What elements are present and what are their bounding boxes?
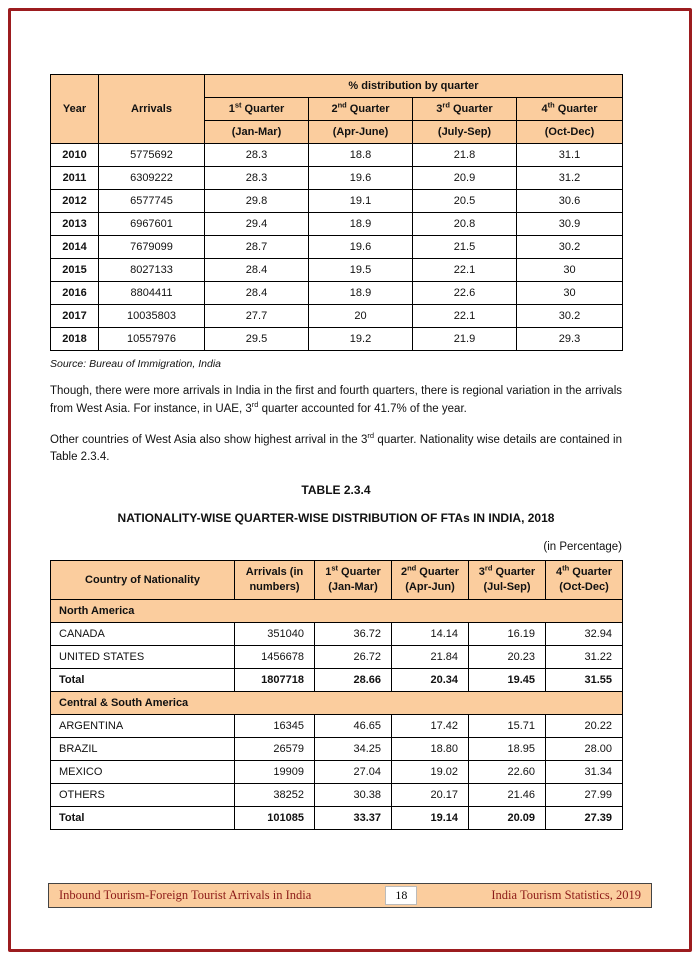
table-cell: 32.94	[546, 622, 623, 645]
col-distribution: % distribution by quarter	[205, 75, 623, 98]
table-row	[51, 190, 623, 213]
table-section-row	[51, 691, 623, 714]
col-quarter-3: 3rd Quarter	[413, 98, 517, 121]
table-cell: 27.7	[205, 305, 309, 328]
col-year: Year	[51, 75, 99, 144]
table-cell: 7679099	[99, 236, 205, 259]
table-cell: 29.5	[205, 328, 309, 351]
table-cell: 16345	[235, 714, 315, 737]
col-quarter-1: 1st Quarter (Jan-Mar)	[315, 561, 392, 600]
table-cell: 18.9	[309, 282, 413, 305]
col-quarter-4: 4th Quarter (Oct-Dec)	[546, 561, 623, 600]
table-cell: 27.39	[546, 806, 623, 829]
table-cell: 26.72	[315, 645, 392, 668]
table-cell: 28.7	[205, 236, 309, 259]
table-cell: 2015	[51, 259, 99, 282]
table-row	[51, 167, 623, 190]
table-cell: 20.09	[469, 806, 546, 829]
table-cell: 20.8	[413, 213, 517, 236]
table-row	[51, 737, 623, 760]
table-cell: ARGENTINA	[51, 714, 235, 737]
table-cell: 17.42	[392, 714, 469, 737]
table-number-heading: TABLE 2.3.4	[301, 483, 371, 498]
table-row	[51, 783, 623, 806]
col-quarter-4-months: (Oct-Dec)	[517, 121, 623, 144]
table-cell: UNITED STATES	[51, 645, 235, 668]
table-cell: 28.3	[205, 144, 309, 167]
table-cell: 28.4	[205, 259, 309, 282]
table-row	[51, 714, 623, 737]
table-cell: 18.95	[469, 737, 546, 760]
table-cell: 1456678	[235, 645, 315, 668]
table-cell: 28.66	[315, 668, 392, 691]
table-cell: 22.1	[413, 305, 517, 328]
table-cell: 20.17	[392, 783, 469, 806]
table-cell: 16.19	[469, 622, 546, 645]
table-cell: 20.34	[392, 668, 469, 691]
table-cell: 21.46	[469, 783, 546, 806]
table-title-heading: NATIONALITY-WISE QUARTER-WISE DISTRIBUTION OF FTAs IN INDIA, 2018	[117, 511, 555, 526]
table-row	[51, 236, 623, 259]
col-quarter-2: 2nd Quarter	[309, 98, 413, 121]
table-cell: 10557976	[99, 328, 205, 351]
table-cell: 19.2	[309, 328, 413, 351]
table-cell: 2016	[51, 282, 99, 305]
col-quarter-3: 3rd Quarter (Jul-Sep)	[469, 561, 546, 600]
table-cell: 30.2	[517, 305, 623, 328]
unit-note: (in Percentage)	[543, 541, 622, 554]
table-cell: 31.2	[517, 167, 623, 190]
paragraph-other-countries: Other countries of West Asia also show highest arrival in the 3rd quarter. Nationality wise details are contained in Table 2.3.4.	[50, 430, 622, 464]
col-arrivals-numbers: Arrivals (in numbers)	[235, 561, 315, 600]
col-country: Country of Nationality	[51, 561, 235, 600]
table-cell: 6967601	[99, 213, 205, 236]
table-cell: 6577745	[99, 190, 205, 213]
table-cell: 30	[517, 259, 623, 282]
table-row	[51, 259, 623, 282]
table-cell: 28.3	[205, 167, 309, 190]
table-cell: 31.34	[546, 760, 623, 783]
table-cell: 29.8	[205, 190, 309, 213]
table-cell: 6309222	[99, 167, 205, 190]
table-cell: 19.6	[309, 236, 413, 259]
col-quarter-2: 2nd Quarter (Apr-Jun)	[392, 561, 469, 600]
table-cell: 21.9	[413, 328, 517, 351]
table-cell: 27.99	[546, 783, 623, 806]
table-row	[51, 622, 623, 645]
table-cell: OTHERS	[51, 783, 235, 806]
table-row	[51, 213, 623, 236]
table-cell: 22.1	[413, 259, 517, 282]
table-cell: 33.37	[315, 806, 392, 829]
table-cell: 30.38	[315, 783, 392, 806]
table-cell: 21.8	[413, 144, 517, 167]
table-total-row	[51, 668, 623, 691]
table-cell: 18.8	[309, 144, 413, 167]
table-cell: 20.5	[413, 190, 517, 213]
col-quarter-1: 1st Quarter	[205, 98, 309, 121]
table-cell: 20	[309, 305, 413, 328]
table-row	[51, 144, 623, 167]
table-cell: 1807718	[235, 668, 315, 691]
col-quarter-4: 4th Quarter	[517, 98, 623, 121]
table-cell: MEXICO	[51, 760, 235, 783]
table-cell: 19.5	[309, 259, 413, 282]
table-cell: 30.2	[517, 236, 623, 259]
table-cell: 19.1	[309, 190, 413, 213]
table-cell: Central & South America	[51, 691, 623, 714]
table-cell: 8804411	[99, 282, 205, 305]
table-cell: 101085	[235, 806, 315, 829]
table-cell: 34.25	[315, 737, 392, 760]
table-cell: 19.02	[392, 760, 469, 783]
table-cell: 19.45	[469, 668, 546, 691]
table-row	[51, 645, 623, 668]
table-cell: 5775692	[99, 144, 205, 167]
table-cell: 29.3	[517, 328, 623, 351]
table-cell: 19.14	[392, 806, 469, 829]
table-cell: 22.6	[413, 282, 517, 305]
table-cell: 20.22	[546, 714, 623, 737]
nationality-table-body	[51, 599, 623, 829]
col-quarter-3-months: (July-Sep)	[413, 121, 517, 144]
arrivals-table-body	[51, 144, 623, 351]
table-cell: Total	[51, 668, 235, 691]
col-quarter-2-months: (Apr-June)	[309, 121, 413, 144]
table-cell: 30.9	[517, 213, 623, 236]
table-cell: 2018	[51, 328, 99, 351]
table-cell: 28.00	[546, 737, 623, 760]
table-header-row	[51, 561, 623, 600]
table-cell: 2014	[51, 236, 99, 259]
source-note: Source: Bureau of Immigration, India	[50, 358, 222, 370]
table-row	[51, 282, 623, 305]
table-row	[51, 760, 623, 783]
table-cell: Total	[51, 806, 235, 829]
table-cell: 15.71	[469, 714, 546, 737]
nationality-distribution-table	[50, 560, 623, 830]
table-cell: 2011	[51, 167, 99, 190]
table-cell: 19.6	[309, 167, 413, 190]
table-cell: 27.04	[315, 760, 392, 783]
table-cell: 21.84	[392, 645, 469, 668]
table-total-row	[51, 806, 623, 829]
table-cell: North America	[51, 599, 623, 622]
table-cell: 8027133	[99, 259, 205, 282]
table-cell: 10035803	[99, 305, 205, 328]
table-cell: 14.14	[392, 622, 469, 645]
arrivals-by-year-table	[50, 74, 623, 351]
table-cell: 30.6	[517, 190, 623, 213]
table-cell: CANADA	[51, 622, 235, 645]
table-cell: 30	[517, 282, 623, 305]
table-cell: 2012	[51, 190, 99, 213]
table-cell: 20.9	[413, 167, 517, 190]
table-header-row	[51, 75, 623, 98]
table-cell: 19909	[235, 760, 315, 783]
table-cell: 2013	[51, 213, 99, 236]
table-cell: 2017	[51, 305, 99, 328]
footer-right-text: India Tourism Statistics, 2019	[491, 888, 641, 902]
table-row	[51, 305, 623, 328]
table-cell: 18.9	[309, 213, 413, 236]
table-cell: 20.23	[469, 645, 546, 668]
page-footer	[48, 883, 652, 908]
page-content	[50, 74, 622, 830]
table-cell: 36.72	[315, 622, 392, 645]
table-cell: 21.5	[413, 236, 517, 259]
paragraph-west-asia: Though, there were more arrivals in India in the first and fourth quarters, there is regional variation in the arrivals from West Asia. For instance, in UAE, 3rd quarter accounted for 41.7% of the year.	[50, 385, 622, 415]
table-row	[51, 328, 623, 351]
table-cell: 31.55	[546, 668, 623, 691]
table-cell: 29.4	[205, 213, 309, 236]
table-cell: BRAZIL	[51, 737, 235, 760]
table-cell: 351040	[235, 622, 315, 645]
table-cell: 31.1	[517, 144, 623, 167]
table-cell: 2010	[51, 144, 99, 167]
footer-left-text: Inbound Tourism-Foreign Tourist Arrivals in India	[59, 888, 312, 902]
page-number: 18	[385, 886, 417, 905]
table-cell: 46.65	[315, 714, 392, 737]
table-cell: 26579	[235, 737, 315, 760]
table-cell: 22.60	[469, 760, 546, 783]
col-quarter-1-months: (Jan-Mar)	[205, 121, 309, 144]
table-cell: 28.4	[205, 282, 309, 305]
col-arrivals: Arrivals	[99, 75, 205, 144]
table-cell: 18.80	[392, 737, 469, 760]
table-cell: 31.22	[546, 645, 623, 668]
table-section-row	[51, 599, 623, 622]
table-cell: 38252	[235, 783, 315, 806]
